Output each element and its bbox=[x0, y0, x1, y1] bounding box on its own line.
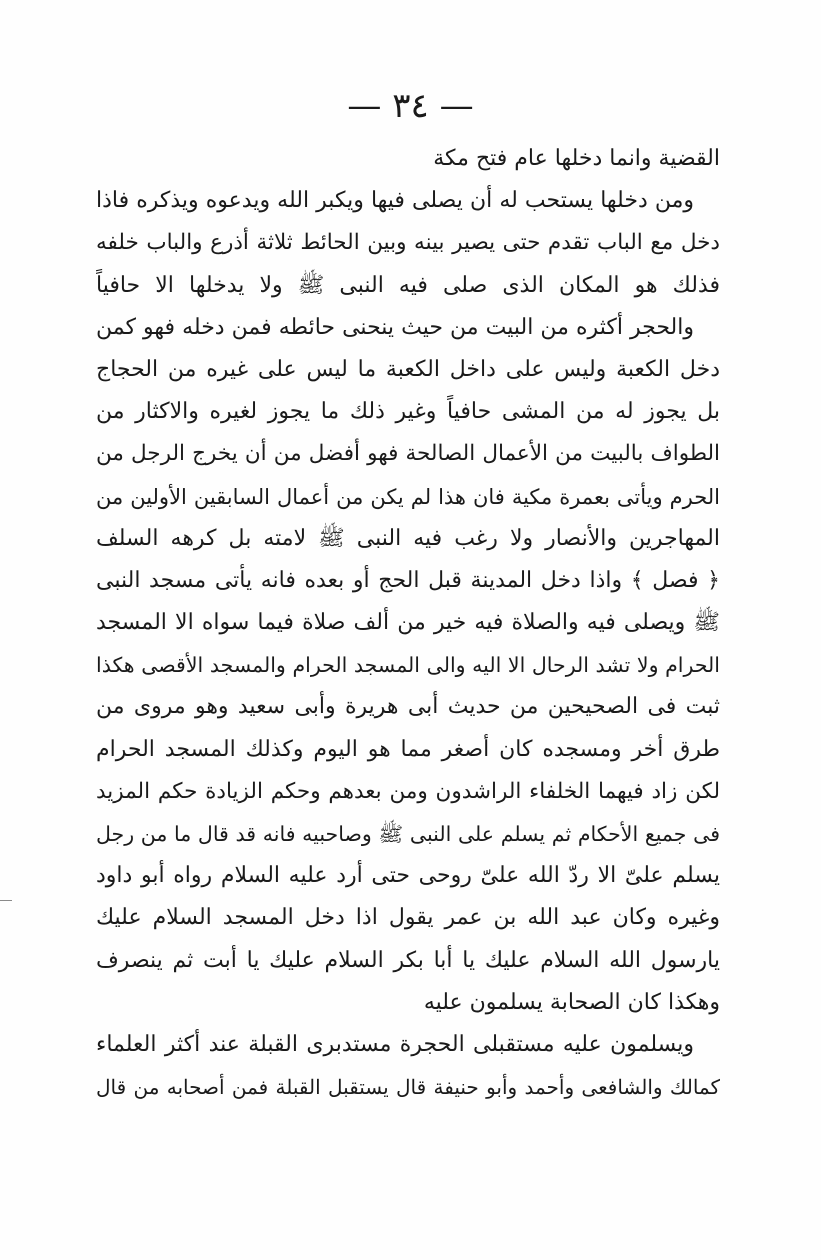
text-line: فى جميع الأحكام ثم يسلم على النبى ﷺ وصاحبيه فانه قد قال ما من رجل bbox=[96, 822, 720, 846]
text-line: دخل مع الباب تقدم حتى يصير بينه وبين الحائط ثلاثة أذرع والباب خلفه bbox=[96, 230, 720, 256]
text-line: الحرام ولا تشد الرحال الا اليه والى المسجد الحرام والمسجد الأقصى هكذا bbox=[96, 653, 720, 678]
text-line: القضية وانما دخلها عام فتح مكة bbox=[433, 146, 720, 171]
text-line: ﴿ فصل ﴾ واذا دخل المدينة قبل الحج أو بعده فانه يأتى مسجد النبى bbox=[96, 567, 720, 593]
text-line: الحرم ويأتى بعمرة مكية فان هذا لم يكن من أعمال السابقين الأولين من bbox=[96, 484, 720, 509]
text-line: ويسلمون عليه مستقبلى الحجرة مستدبرى القبلة عند أكثر العلماء bbox=[96, 1031, 694, 1057]
text-line: كمالك والشافعى وأحمد وأبو حنيفة قال يستقبل القبلة فمن أصحابه من قال bbox=[96, 1075, 720, 1100]
text-line: دخل الكعبة وليس على داخل الكعبة ما ليس على غيره من الحجاج bbox=[96, 356, 720, 382]
text-line: يارسول الله السلام عليك يا أبا بكر السلام عليك يا أبت ثم ينصرف bbox=[96, 947, 720, 973]
margin-mark bbox=[0, 900, 12, 901]
text-line: فذلك هو المكان الذى صلى فيه النبى ﷺ ولا يدخلها الا حافياً bbox=[96, 272, 720, 298]
text-line: المهاجرين والأنصار ولا رغب فيه النبى ﷺ لامته بل كرهه السلف bbox=[96, 525, 720, 551]
text-line: ﷺ ويصلى فيه والصلاة فيه خير من ألف صلاة فيما سواه الا المسجد bbox=[96, 610, 720, 636]
page-number: — ٣٤ — bbox=[347, 86, 474, 126]
text-line: بل يجوز له من المشى حافياً وغير ذلك ما يجوز لغيره والاكثار من bbox=[96, 399, 720, 425]
text-line: لكن زاد فيهما الخلفاء الراشدون ومن بعدهم وحكم الزيادة حكم المزيد bbox=[96, 778, 720, 804]
body-text bbox=[96, 138, 720, 1108]
text-line: وهكذا كان الصحابة يسلمون عليه bbox=[423, 989, 720, 1015]
text-line: والحجر أكثره من البيت من حيث ينحنى حائطه فمن دخله فهو كمن bbox=[96, 314, 694, 340]
text-line: ومن دخلها يستحب له أن يصلى فيها ويكبر الله ويدعوه ويذكره فاذا bbox=[96, 188, 694, 214]
text-line: ثبت فى الصحيحين من حديث أبى هريرة وأبى سعيد وهو مروى من bbox=[96, 694, 720, 720]
text-line: طرق أخر ومسجده كان أصغر مما هو اليوم وكذلك المسجد الحرام bbox=[96, 736, 720, 762]
text-line: الطواف بالبيت من الأعمال الصالحة فهو أفضل من أن يخرج الرجل من bbox=[96, 441, 720, 467]
text-line: وغيره وكان عبد الله بن عمر يقول اذا دخل المسجد السلام عليك bbox=[96, 905, 720, 931]
text-line: يسلم علىّ الا ردّ الله علىّ روحى حتى أرد عليه السلام رواه أبو داود bbox=[96, 863, 720, 889]
